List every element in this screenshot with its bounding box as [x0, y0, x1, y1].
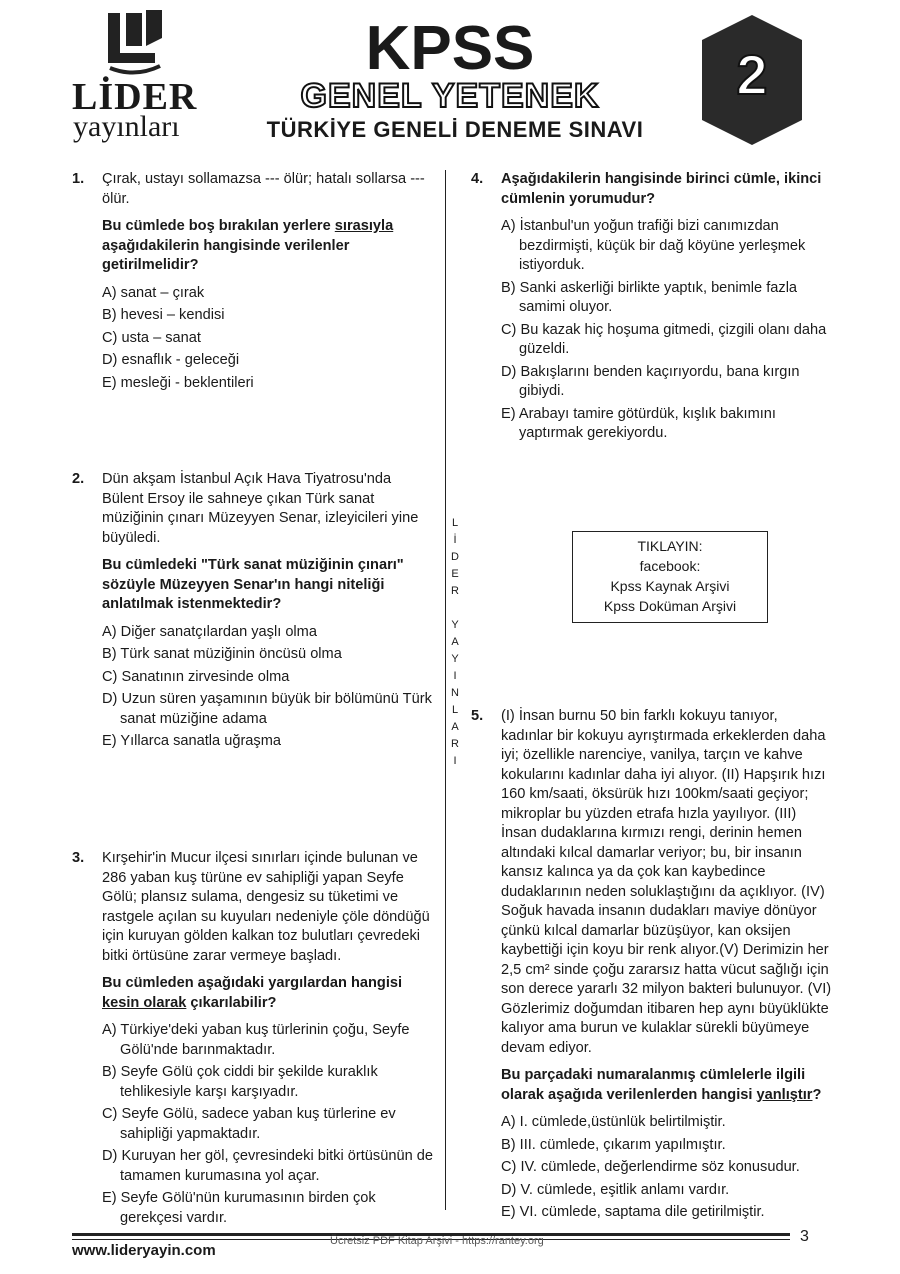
logo-wordmark: LİDER — [72, 76, 198, 118]
question-number: 3. — [72, 850, 85, 866]
option-c[interactable]: C) usta – sanat — [102, 329, 201, 346]
option-b[interactable]: B) Seyfe Gölü çok ciddi bir şekilde kuraklık tehlikesiyle karşı karşıyadır. — [102, 1064, 378, 1100]
vertical-publisher-text: L İ D E R Y A Y I N L A R I — [451, 517, 459, 767]
question-3 — [72, 849, 434, 1231]
option-c[interactable]: C) Seyfe Gölü, sadece yaban kuş türlerine ev sahipliği yapmaktadır. — [102, 1106, 396, 1142]
question-text: Çırak, ustayı sollamazsa --- ölür; hatalı sollarsa --- ölür. — [102, 171, 425, 207]
option-b[interactable]: B) Sanki askerliği birlikte yaptık, benimle fazla samimi oluyor. — [501, 279, 798, 315]
option-e[interactable]: E) Yıllarca sanatla uğraşma — [102, 733, 281, 749]
question-1 — [72, 170, 434, 396]
question-4 — [471, 170, 833, 447]
option-b[interactable]: B) hevesi – kendisi — [102, 307, 225, 323]
option-e[interactable]: E) Arabayı tamire götürdük, kışlık bakımını yaptırmak gerekiyordu. — [501, 405, 776, 441]
exam-title: KPSS — [365, 14, 535, 83]
exam-name: TÜRKİYE GENELİ DENEME SINAVI — [266, 117, 644, 142]
exam-number: 2 — [736, 43, 768, 106]
option-d[interactable]: D) Bakışlarını benden kaçırıyordu, bana kırgın gibiydi. — [501, 363, 800, 399]
option-a[interactable]: A) sanat – çırak — [102, 284, 205, 301]
lider-logo-icon — [100, 8, 170, 78]
option-b[interactable]: B) Türk sanat müziğinin öncüsü olma — [102, 646, 342, 662]
box-line: TIKLAYIN: — [637, 538, 703, 554]
option-a[interactable]: A) Diğer sanatçılardan yaşlı olma — [102, 623, 317, 640]
column-divider — [445, 170, 446, 1210]
option-d[interactable]: D) Kuruyan her göl, çevresindeki bitki örtüsünün de tamamen kurumasına yol açar. — [102, 1148, 433, 1184]
question-stem: Bu cümlede boş bırakılan yerlere sırasıyla aşağıdakilerin hangisinde verilenler getirilmelidir? — [102, 218, 394, 273]
box-line: Kpss Doküman Arşivi — [603, 598, 737, 614]
exam-subtitle: GENEL YETENEK — [300, 77, 600, 115]
question-text: Dün akşam İstanbul Açık Hava Tiyatrosu'nda Bülent Ersoy ile sahneye çıkan Türk sanat müziğinin çınarı Müzeyyen Senar, izleyicileri yine büyüledi. — [102, 471, 419, 546]
option-c[interactable]: C) IV. cümlede, değerlendirme söz konusudur. — [501, 1159, 800, 1175]
footer-website[interactable]: www.lideryayin.com — [72, 1242, 216, 1259]
question-stem: Bu cümledeki "Türk sanat müziğinin çınarı" sözüyle Müzeyyen Senar'ın hangi niteliği anlatılmak istenmektedir? — [102, 557, 404, 612]
question-2 — [72, 470, 434, 755]
option-d[interactable]: D) esnaflık - geleceği — [102, 352, 240, 368]
question-stem: Bu parçadaki numaralanmış cümlelerle ilgili olarak aşağıda verilenlerden hangisi yanlıştır? — [501, 1067, 822, 1103]
facebook-promo-box[interactable] — [572, 531, 768, 623]
option-a[interactable]: A) Türkiye'deki yaban kuş türlerinin çoğu, Seyfe Gölü'nde barınmaktadır. — [102, 1022, 410, 1058]
option-e[interactable]: E) mesleği - beklentileri — [102, 374, 254, 391]
box-line: Kpss Kaynak Arşivi — [610, 578, 730, 594]
question-stem: Bu cümleden aşağıdaki yargılardan hangisi kesin olarak çıkarılabilir? — [102, 975, 403, 1011]
question-number: 5. — [471, 708, 484, 724]
option-c[interactable]: C) Bu kazak hiç hoşuma gitmedi, çizgili olanı daha güzeldi. — [501, 321, 827, 357]
logo-subtitle: yayınları — [73, 110, 180, 143]
footer-watermark-link[interactable]: Ücretsiz PDF Kitap Arşivi - https://rantey.org — [330, 1235, 544, 1247]
option-e[interactable]: E) VI. cümlede, saptama dile getirilmiştir. — [501, 1204, 765, 1220]
question-number: 1. — [72, 171, 85, 187]
page-number: 3 — [800, 1228, 809, 1245]
option-d[interactable]: D) V. cümlede, eşitlik anlamı vardır. — [501, 1181, 730, 1198]
option-b[interactable]: B) III. cümlede, çıkarım yapılmıştır. — [501, 1136, 726, 1153]
question-stem: Aşağıdakilerin hangisinde birinci cümle, ikinci cümlenin yorumudur? — [501, 171, 822, 207]
question-text: (I) İnsan burnu 50 bin farklı kokuyu tanıyor, kadınlar bir kokuyu ayrıştırmada erkeklerden daha iyi; özellikle narenciye, vanilya, tarçın ve kahve kokularını kadınlar daha iyi alıyor. (II) Hapşırık hızı 160 km/saati, öksürük hızı 100km/saati geçiyor; mikroplar bu yüzden etrafa hızla yayılıyor. (III) İnsan dudaklarına kırmızı rengi, derinin hemen altındaki kılcal damarlar veriyor; bu, bir insanın kansız kalınca ya da çok kan kaybedince dudaklarının neden soluklaştığını da açıklıyor. (IV) Soğuk havada insanın dudakları maviye dönüyor çünkü kılcal damarlar büzüşüyor, kan oksijen kaybettiği için koyu bir renk alıyor.(V) Derimizin her 2,5 cm² sinde çoğu zararsız hatta vücut sağlığı için son derece yararlı 32 milyon bakteri bulunuyor. (VI) Gözlerimiz doğumdan itibaren hep aynı büyüklükte kalıyor ama burun ve kulaklar sürekli büyümeye devam ediyor. — [501, 708, 832, 1056]
option-a[interactable]: A) İstanbul'un yoğun trafiği bizi canımızdan bezdirmişti, küçük bir dağ köyüne yerleşmek istiyorduk. — [501, 218, 806, 273]
option-c[interactable]: C) Sanatının zirvesinde olma — [102, 668, 290, 685]
option-e[interactable]: E) Seyfe Gölü'nün kurumasının birden çok gerekçesi vardır. — [102, 1190, 376, 1226]
box-line: facebook: — [639, 558, 701, 574]
question-number: 4. — [471, 171, 484, 187]
question-text: Kırşehir'in Mucur ilçesi sınırları içinde bulunan ve 286 yaban kuş türüne ev sahipliği yapan Seyfe Gölü; plansız sulama, dengesiz su tüketimi ve rastgele açılan su kuyuları nedeniyle çöle döndüğü için kuruyan gölden kalkan toz bulutları çevredeki bitki örtüsüne zarar vermeye başladı. — [102, 850, 430, 964]
option-a[interactable]: A) I. cümlede,üstünlük belirtilmiştir. — [501, 1114, 726, 1130]
question-5 — [471, 707, 833, 1226]
option-d[interactable]: D) Uzun süren yaşamının büyük bir bölümünü Türk sanat müziğine adama — [102, 691, 432, 727]
question-number: 2. — [72, 471, 85, 487]
